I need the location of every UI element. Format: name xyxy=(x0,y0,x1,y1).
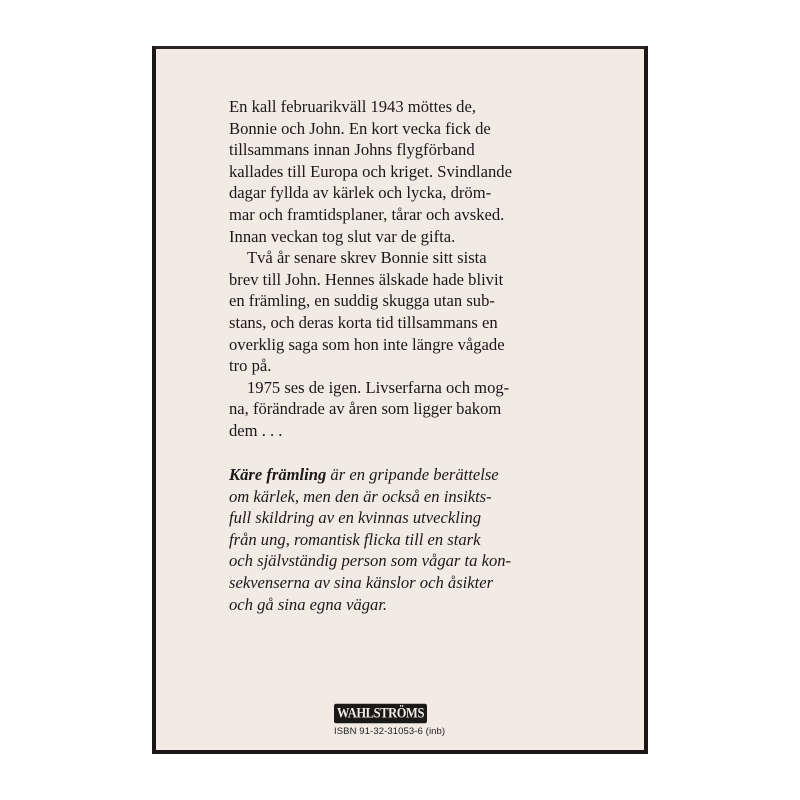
blurb-line: overklig saga som hon inte längre vågade xyxy=(229,334,505,354)
blurb-line: dem . . . xyxy=(229,420,283,440)
promo-first-line-rest: är en gripande berättelse xyxy=(326,465,499,484)
blurb-line: Två år senare skrev Bonnie sitt sista xyxy=(247,248,487,268)
blurb-text xyxy=(229,96,599,442)
promo-line xyxy=(229,464,599,486)
promo-line: full skildring av en kvinnas utveckling xyxy=(229,508,482,528)
blurb-line: kallades till Europa och kriget. Svindlande xyxy=(229,161,512,181)
blurb-paragraph-1 xyxy=(229,96,599,247)
promo-text xyxy=(229,464,599,615)
promo-line: från ung, romantisk flicka till en stark xyxy=(229,529,481,549)
blurb-paragraph-2 xyxy=(229,247,599,377)
blurb-line: 1975 ses de igen. Livserfarna och mog- xyxy=(247,377,510,397)
book-back-cover xyxy=(152,46,648,754)
publisher-block xyxy=(334,704,474,737)
blurb-line: stans, och deras korta tid tillsammans en xyxy=(229,312,498,332)
promo-line: sekvenserna av sina känslor och åsikter xyxy=(229,572,494,592)
blurb-line: Innan veckan tog slut var de gifta. xyxy=(229,226,456,246)
blurb-line: En kall februarikväll 1943 möttes de, xyxy=(229,97,476,116)
blurb-paragraph-3 xyxy=(229,377,599,442)
blurb-line: na, förändrade av åren som ligger bakom xyxy=(229,399,502,419)
promo-line: om kärlek, men den är också en insikts- xyxy=(229,486,492,506)
blurb-line: tro på. xyxy=(229,356,272,376)
book-title: Käre främling xyxy=(229,465,327,484)
blurb-line: Bonnie och John. En kort vecka fick de xyxy=(229,118,491,138)
blurb-line: brev till John. Hennes älskade hade blivit xyxy=(229,269,504,289)
blurb-line: en främling, en suddig skugga utan sub- xyxy=(229,291,495,311)
blurb-line: mar och framtidsplaner, tårar och avsked. xyxy=(229,204,505,224)
blurb-line: tillsammans innan Johns flygförband xyxy=(229,140,475,160)
isbn-label: ISBN 91-32-31053-6 (inb) xyxy=(334,726,446,737)
promo-line: och gå sina egna vägar. xyxy=(229,594,388,614)
promo-line: och självständig person som vågar ta kon- xyxy=(229,551,512,571)
blurb-line: dagar fyllda av kärlek och lycka, dröm- xyxy=(229,183,492,203)
publisher-logo: WAHLSTRÖMS xyxy=(334,704,427,724)
